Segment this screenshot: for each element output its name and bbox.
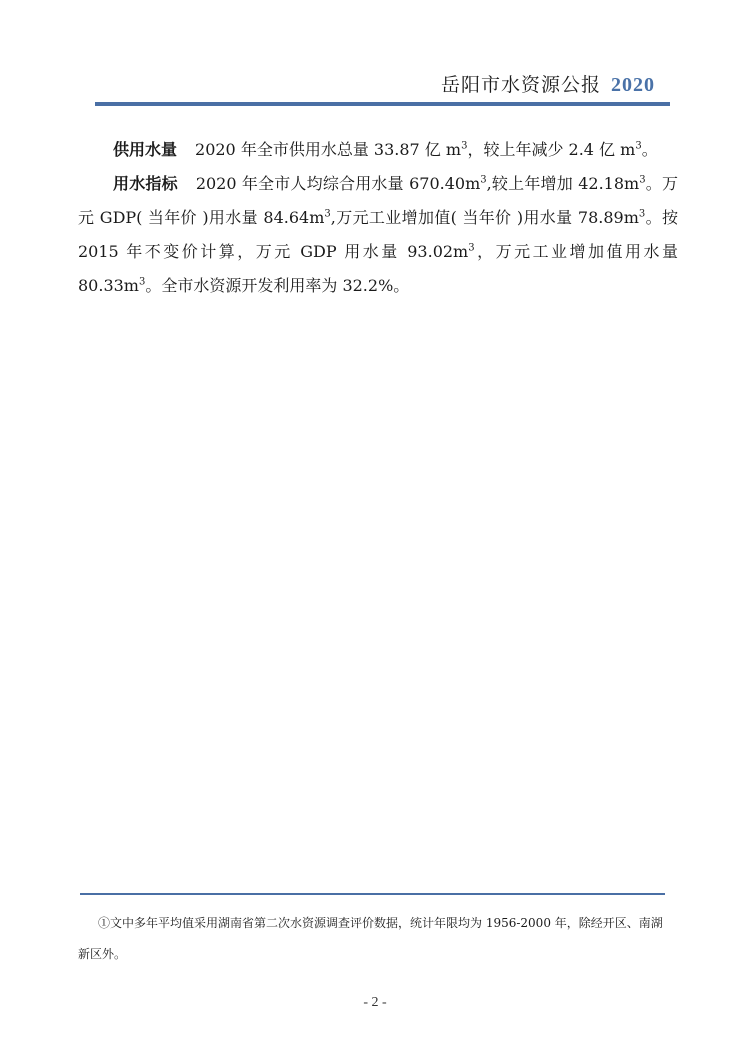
text-segment: ,万元工业增加值( 当年价 )用水量 78.89m <box>330 208 639 227</box>
report-title: 岳阳市水资源公报 <box>440 74 601 96</box>
page-number: - 2 - <box>363 995 387 1010</box>
text-segment: 。全市水资源开发利用率为 32.2%。 <box>145 276 410 295</box>
superscript: 3 <box>639 174 646 186</box>
text-segment: 。 <box>641 140 658 159</box>
superscript: 3 <box>138 276 146 288</box>
superscript: 3 <box>461 140 468 152</box>
paragraph-water-supply <box>78 133 678 167</box>
superscript: 3 <box>480 174 487 186</box>
footnote-divider <box>80 893 665 895</box>
text-segment: 。万元 GDP( 当年价 )用水量 84.64m <box>78 174 678 227</box>
text-segment: 2020 年全市人均综合用水量 670.40m <box>195 174 481 193</box>
text-segment: 。按 2015 年不变价计算，万元 GDP 用水量 93.02m <box>78 208 678 261</box>
text-segment: ，较上年减少 2.4 亿 m <box>467 140 636 159</box>
paragraph-water-indicators <box>78 167 678 303</box>
body-content <box>78 133 678 303</box>
superscript: 3 <box>468 242 475 254</box>
document-header <box>441 70 655 97</box>
term-water-supply: 供用水量 <box>113 140 178 159</box>
text-segment: 2020 年全市供用水总量 33.87 亿 m <box>195 140 462 159</box>
report-year: 2020 <box>611 74 655 96</box>
text-segment: ,较上年增加 42.18m <box>486 174 640 193</box>
superscript: 3 <box>635 140 642 152</box>
superscript: 3 <box>638 208 646 220</box>
header-divider <box>95 102 670 106</box>
superscript: 3 <box>324 208 331 220</box>
footnote: ①文中多年平均值采用湖南省第二次水资源调查评价数据，统计年限均为 1956-2000 年，除经开区、南湖新区外。 <box>78 916 663 961</box>
text-segment: ，万元工业增加值用水量 80.33m <box>78 242 678 295</box>
term-water-indicators: 用水指标 <box>113 174 178 193</box>
